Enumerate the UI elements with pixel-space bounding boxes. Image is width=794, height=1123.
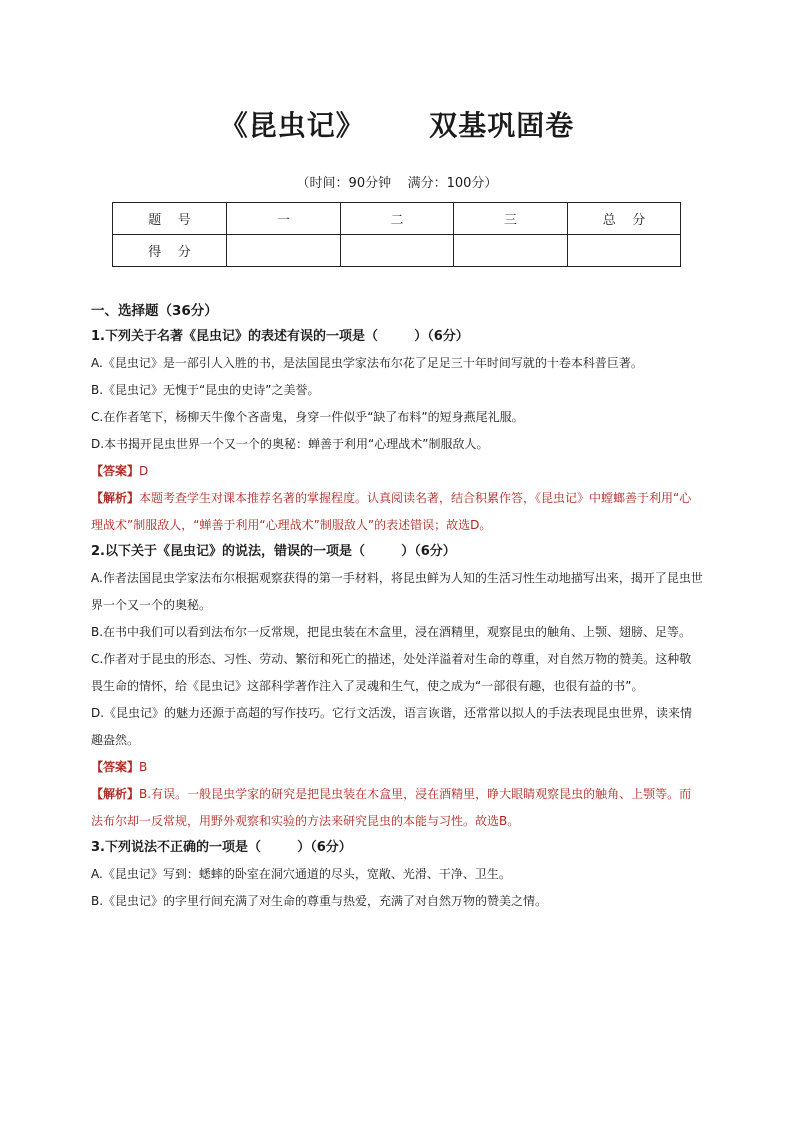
question-block <box>91 324 703 539</box>
answer-tag: 【答案】 <box>91 464 140 478</box>
answer-value: D <box>139 464 149 478</box>
score-header-cell: 一 <box>227 203 341 235</box>
answer-value: B <box>139 760 148 774</box>
score-table <box>112 202 681 267</box>
score-cell <box>454 235 568 267</box>
option-c: C.作者对于昆虫的形态、习性、劳动、繁衍和死亡的描述，处处洋溢着对生命的尊重，对自然万物的赞美。这种敬畏生命的情怀，给《昆虫记》这部科学著作注入了灵魂和生气，使之成为“一部很有趣，也很有益的书”。 <box>91 652 692 693</box>
score-header-cell: 总 分 <box>568 203 681 235</box>
score-header-cell: 三 <box>454 203 568 235</box>
question-stem: 2.以下关于《昆虫记》的说法，错误的一项是（ ）（6分） <box>91 544 456 559</box>
option-d: D.《昆虫记》的魅力还源于高超的写作技巧。它行文活泼，语言诙谐，还常常以拟人的手法表现昆虫世界，读来情趣盎然。 <box>91 706 693 747</box>
option-a: A.《昆虫记》写到：蟋蟀的卧室在洞穴通道的尽头，宽敞、光滑、干净、卫生。 <box>91 867 511 881</box>
explanation-tag: 【解析】 <box>91 787 140 801</box>
option-b: B.在书中我们可以看到法布尔一反常规，把昆虫装在木盒里，浸在酒精里，观察昆虫的触角、上颚、翅膀、足等。 <box>91 625 692 639</box>
question-stem: 1.下列关于名著《昆虫记》的表述有误的一项是（ ）（6分） <box>91 329 469 344</box>
answer-tag: 【答案】 <box>91 760 140 774</box>
explanation <box>91 485 703 539</box>
explanation-tag: 【解析】 <box>91 491 140 505</box>
option-b: B.《昆虫记》无愧于“昆虫的史诗”之美誉。 <box>91 383 320 397</box>
option-d: D.本书揭开昆虫世界一个又一个的奥秘：蝉善于利用“心理战术”制服敌人。 <box>91 437 489 451</box>
score-table-score-row <box>113 235 681 267</box>
explanation-text: 本题考查学生对课本推荐名著的掌握程度。认真阅读名著，结合积累作答，《昆虫记》中螳螂善于利用“心理战术”制服敌人，“蝉善于利用“心理战术”制服敌人”的表述错误；故选D。 <box>91 491 692 532</box>
question-section <box>91 298 703 915</box>
option-a: A.作者法国昆虫学家法布尔根据观察获得的第一手材料，将昆虫鲜为人知的生活习性生动地描写出来，揭开了昆虫世界一个又一个的奥秘。 <box>91 571 703 612</box>
score-header-cell: 题 号 <box>113 203 227 235</box>
section-heading: 一、选择题（36分） <box>91 303 218 319</box>
score-row-label: 得 分 <box>113 235 227 267</box>
question-block <box>91 835 703 915</box>
explanation-text: B.有误。一般昆虫学家的研究是把昆虫装在木盒里，浸在酒精里，睁大眼睛观察昆虫的触角、上颚等。而法布尔却一反常规，用野外观察和实验的方法来研究昆虫的本能与习性。故选B。 <box>91 787 692 828</box>
explanation <box>91 781 703 835</box>
score-cell <box>341 235 454 267</box>
exam-info: （时间：90分钟 满分：100分） <box>296 176 498 191</box>
score-header-cell: 二 <box>341 203 454 235</box>
question-block <box>91 539 703 835</box>
score-cell <box>227 235 341 267</box>
option-b: B.《昆虫记》的字里行间充满了对生命的尊重与热爱，充满了对自然万物的赞美之情。 <box>91 894 548 908</box>
answer-line <box>91 754 703 781</box>
option-a: A.《昆虫记》是一部引人入胜的书，是法国昆虫学家法布尔花了足足三十年时间写就的十卷本科普巨著。 <box>91 356 643 370</box>
option-c: C.在作者笔下，杨柳天牛像个吝啬鬼，身穿一件似乎“缺了布料”的短身燕尾礼服。 <box>91 410 524 424</box>
score-cell <box>568 235 681 267</box>
page-title: 《昆虫记》 双基巩固卷 <box>219 109 575 142</box>
answer-line <box>91 458 703 485</box>
question-stem: 3.下列说法不正确的一项是（ ）（6分） <box>91 840 352 855</box>
score-table-header-row <box>113 203 681 235</box>
